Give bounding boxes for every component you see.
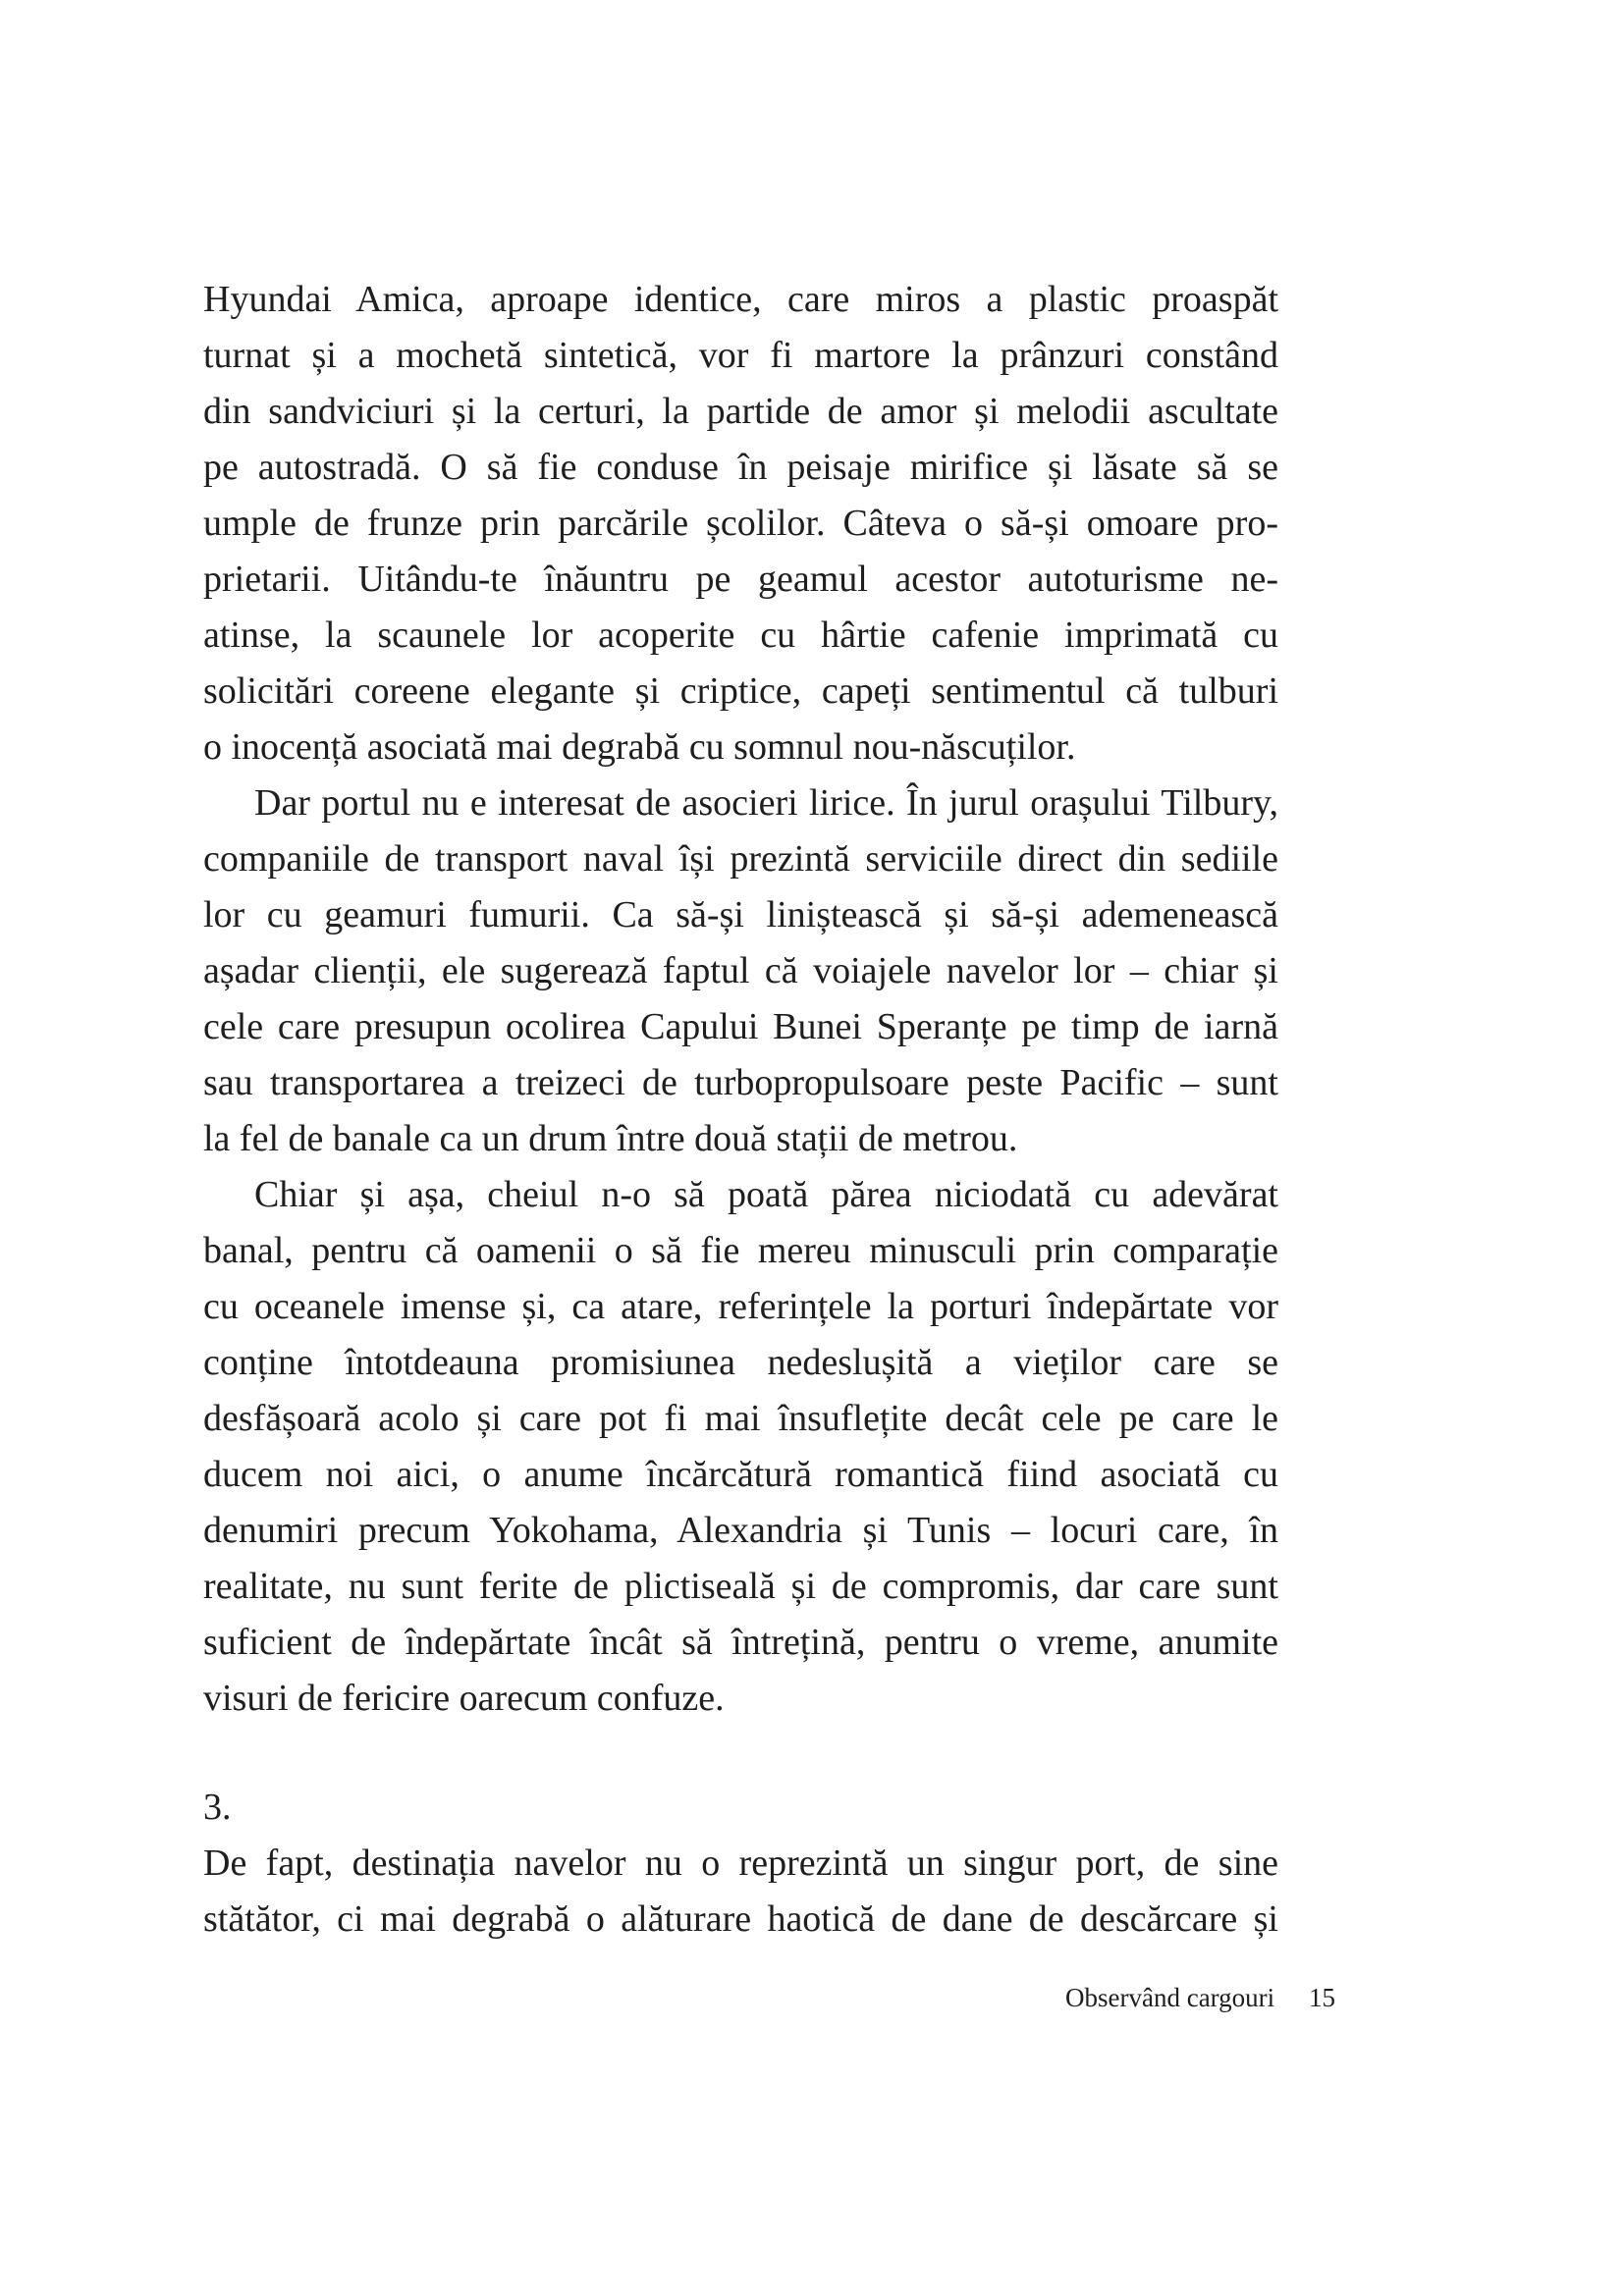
text-line: Dar portul nu e interesat de asocieri lirice. În jurul orașului Tilbury,	[254, 782, 1278, 824]
text-line: sau transportarea a treizeci de turbopropulsoare peste Pacific – sunt	[203, 1062, 1278, 1103]
text-line: solicitări coreene elegante și criptice, capeți sentimentul că tulburi	[203, 670, 1278, 712]
text-line: din sandviciuri și la certuri, la partide de amor și melodii ascultate	[203, 391, 1278, 432]
text-line: Chiar și așa, cheiul n-o să poată părea niciodată cu adevărat	[254, 1174, 1278, 1215]
paragraphs	[203, 272, 1278, 1727]
paragraph	[203, 775, 1278, 1167]
text-line: companiile de transport naval își prezintă serviciile direct din sediile	[203, 838, 1278, 880]
text-line: turnat și a mochetă sintetică, vor fi martore la prânzuri constând	[203, 335, 1278, 376]
section-paragraph	[203, 1836, 1278, 1948]
text-line: umple de frunze prin parcările școlilor. Câteva o să-și omoare pro-	[203, 503, 1278, 544]
text-line: denumiri precum Yokohama, Alexandria și Tunis – locuri care, în	[203, 1510, 1278, 1551]
text-line: o inocență asociată mai degrabă cu somnul nou-născuților.	[203, 726, 1076, 768]
text-line: atinse, la scaunele lor acoperite cu hârtie cafenie imprimată cu	[203, 614, 1278, 656]
paragraph	[203, 1167, 1278, 1727]
text-line: lor cu geamuri fumurii. Ca să-și liniștească și să-și ademenească	[203, 894, 1278, 935]
text-line: la fel de banale ca un drum între două stații de metrou.	[203, 1118, 1018, 1159]
section-number: 3.	[203, 1787, 232, 1828]
text-line: Hyundai Amica, aproape identice, care miros a plastic proaspăt	[203, 279, 1278, 320]
body-text	[203, 272, 1278, 1948]
text-line: conține întotdeauna promisiunea nedeslușită a vieților care se	[203, 1342, 1278, 1383]
text-line: De fapt, destinația navelor nu o reprezintă un singur port, de sine	[203, 1842, 1278, 1884]
text-line: visuri de fericire oarecum confuze.	[203, 1678, 725, 1719]
text-line: așadar clienții, ele sugerează faptul că voiajele navelor lor – chiar și	[203, 950, 1278, 991]
text-line: stătător, ci mai degrabă o alăturare haotică de dane de descărcare și	[203, 1898, 1278, 1940]
section-gap	[203, 1727, 1278, 1780]
text-line: realitate, nu sunt ferite de plictiseală și de compromis, dar care sunt	[203, 1566, 1278, 1607]
text-line: ducem noi aici, o anume încărcătură romantică fiind asociată cu	[203, 1454, 1278, 1495]
paragraph	[203, 272, 1278, 775]
text-line: desfășoară acolo și care pot fi mai însuflețite decât cele pe care le	[203, 1398, 1278, 1439]
text-line: prietarii. Uitându-te înăuntru pe geamul acestor autoturisme ne-	[203, 559, 1278, 600]
page-footer	[1065, 1983, 1335, 2013]
text-line: pe autostradă. O să fie conduse în peisaje mirifice și lăsate să se	[203, 447, 1278, 488]
text-line: suficient de îndepărtate încât să întrețină, pentru o vreme, anumite	[203, 1622, 1278, 1663]
text-line: cele care presupun ocolirea Capului Bunei Speranțe pe timp de iarnă	[203, 1006, 1278, 1047]
running-title: Observând cargouri	[1065, 1983, 1275, 2012]
page-number: 15	[1309, 1983, 1335, 2012]
text-line: banal, pentru că oamenii o să fie mereu minusculi prin comparație	[203, 1230, 1278, 1271]
text-line: cu oceanele imense și, ca atare, referințele la porturi îndepărtate vor	[203, 1286, 1278, 1327]
